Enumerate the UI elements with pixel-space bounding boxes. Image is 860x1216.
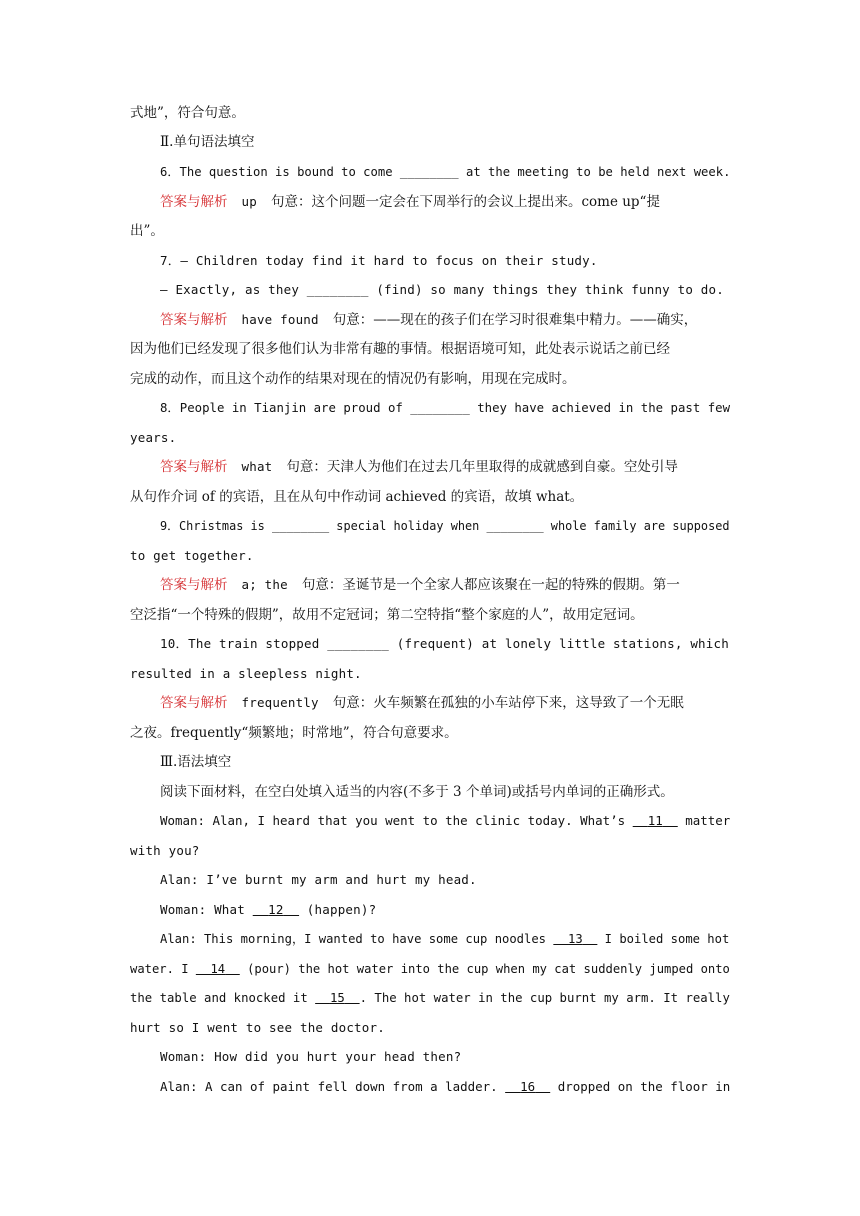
passage-line [130,959,730,979]
blank-13[interactable] [553,929,597,949]
text: 出”。 [130,223,164,239]
text: (pour) the hot water into the cup when my cat suddenly jumped onto [239,961,730,976]
answer-explanation: 句意：圣诞节是一个全家人都应该聚在一起的特殊的假期。第一 [301,577,680,593]
text: 之夜。frequently“频繁地；时常地”，符合句意要求。 [130,725,458,741]
blank-number: 11 [647,813,663,828]
question-8 [160,398,731,418]
section-heading [160,752,730,772]
text: I boiled some hot [597,931,730,946]
passage-line [160,1077,731,1097]
text-line [130,487,730,507]
question-text: 10．The train stopped ________ (frequent) at lonely little stations, which [160,636,729,651]
question-6 [160,162,731,182]
answer-explanation: 句意：天津人为他们在过去几年里取得的成就感到自豪。空处引导 [286,459,678,475]
text-line [130,605,730,625]
text: dropped on the floor in [550,1079,731,1094]
answer-value: have found [241,312,319,327]
text: Woman: What [160,902,253,917]
text: 完成的动作，而且这个动作的结果对现在的情况仍有影响，用现在完成时。 [130,371,576,387]
question-text: 9．Christmas is ________ special holiday when ________ whole family are supposed [160,518,730,533]
text: Alan: This morning，I wanted to have some cup noodles [160,931,554,946]
question-text: 7．— Children today find it hard to focus on their study. [160,253,598,268]
text: matter [677,813,731,828]
text-line [130,369,730,389]
answer-8 [160,457,730,477]
text: 因为他们已经发现了很多他们认为非常有趣的事情。根据语境可知，此处表示说话之前已经 [130,341,670,357]
heading-text: Ⅱ.单句语法填空 [160,134,255,150]
answer-value: a; the [241,577,288,592]
blank-number: 12 [268,902,284,917]
blank-number: 13 [568,931,583,946]
text: 从句作介词 of 的宾语，且在从句中作动词 achieved 的宾语，故填 what。 [130,489,584,505]
instructions [160,782,730,802]
answer-label: 答案与解析 [160,577,228,593]
blank-15[interactable] [315,988,359,1008]
question-9 [160,516,730,536]
text: resulted in a sleepless night. [130,666,362,681]
question-7 [160,251,730,271]
text-line [130,723,730,743]
passage-line [130,841,730,861]
blank-12[interactable] [253,900,299,920]
answer-explanation: 句意：这个问题一定会在下周举行的会议上提出来。come up“提 [270,194,660,210]
answer-value: up [241,194,257,209]
answer-label: 答案与解析 [160,312,228,328]
text: 空泛指“一个特殊的假期”，故用不定冠词；第二空特指“整个家庭的人”，故用定冠词。 [130,607,644,623]
text: 式地”，符合句意。 [130,105,245,121]
passage-line [160,929,730,949]
instruction-text: 阅读下面材料，在空白处填入适当的内容(不多于 3 个单词)或括号内单词的正确形式。 [160,784,674,800]
text-line [130,428,730,448]
text: (happen)? [299,902,377,917]
answer-7 [160,310,730,330]
answer-explanation: 句意：火车频繁在孤独的小车站停下来，这导致了一个无眠 [332,695,684,711]
text-line [130,103,730,123]
blank-number: 14 [210,961,226,976]
passage-line [160,811,731,831]
answer-10 [160,693,730,713]
passage-line [160,1047,730,1067]
text-line [130,221,730,241]
answer-value: frequently [241,695,319,710]
passage-line [130,988,730,1008]
blank-16[interactable] [505,1077,550,1097]
passage-line [130,1018,730,1038]
passage-line [160,900,730,920]
text: to get together. [130,548,254,563]
text-line [130,339,730,359]
blank-11[interactable] [633,811,678,831]
answer-6 [160,192,730,212]
text-line [130,664,730,684]
section-heading [160,132,730,152]
answer-label: 答案与解析 [160,695,228,711]
text: water. I [130,961,196,976]
text: years. [130,430,177,445]
text: Woman: Alan, I heard that you went to the clinic today. What’s [160,813,633,828]
text: with you? [130,843,200,858]
text: hurt so I went to see the doctor. [130,1020,385,1035]
text: . The hot water in the cup burnt my arm. It really [359,990,730,1005]
answer-9 [160,575,730,595]
question-text: 8．People in Tianjin are proud of ________ they have achieved in the past few [160,400,731,415]
heading-text: Ⅲ.语法填空 [160,754,232,770]
text: the table and knocked it [130,990,316,1005]
question-10 [160,634,730,654]
question-7-reply [160,280,730,300]
text: Alan: A can of paint fell down from a ladder. [160,1079,506,1094]
answer-value: what [241,459,273,474]
answer-explanation: 句意：——现在的孩子们在学习时很难集中精力。——确实， [332,312,698,328]
answer-label: 答案与解析 [160,459,228,475]
text: Woman: How did you hurt your head then? [160,1049,462,1064]
question-text: — Exactly, as they ________ (find) so many things they think funny to do. [160,282,724,297]
answer-label: 答案与解析 [160,194,228,210]
text-line [130,546,730,566]
text: Alan: I’ve burnt my arm and hurt my head. [160,872,477,887]
blank-number: 16 [520,1079,536,1094]
blank-14[interactable] [196,959,240,979]
blank-number: 15 [329,990,345,1005]
passage-line [160,870,730,890]
question-text: 6．The question is bound to come ________ at the meeting to be held next week. [160,164,731,179]
